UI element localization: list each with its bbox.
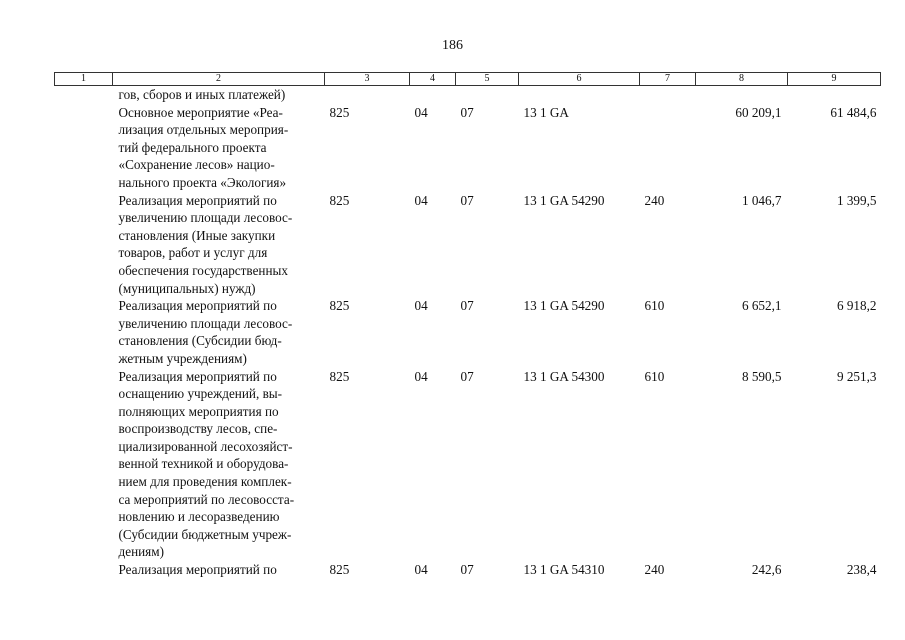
section-code-cell: 04 [414,562,428,578]
column-header-4: 4 [410,73,456,86]
row-index-cell [55,192,113,298]
table-row [55,561,881,579]
amount-year2-cell: 9 251,3 [836,368,877,384]
section-code-cell [410,86,456,104]
amount-year2-cell: 1 399,5 [836,192,877,208]
expense-type-cell: 610 [644,298,665,314]
column-header-3: 3 [325,73,410,86]
ministry-code-cell [325,86,410,104]
column-header-6: 6 [519,73,640,86]
ministry-code-cell: 825 [329,562,350,578]
expense-type-cell [640,86,696,104]
table-row [55,368,881,562]
column-header-2: 2 [113,73,325,86]
amount-year1-cell: 8 590,5 [741,368,782,384]
expense-type-cell: 610 [644,368,665,384]
row-index-cell [55,297,113,367]
target-article-cell: 13 1 GA 54290 [523,192,605,208]
expense-name-cell: Реализация мероприятий по увеличению площади лесовос- становления (Субсидии бюд- жетным учреждениям) [118,298,293,366]
amount-year2-cell [788,86,881,104]
table-row [55,104,881,192]
amount-year2-cell: 6 918,2 [836,298,877,314]
expense-name-cell: гов, сборов и иных платежей) [118,87,286,102]
subsection-code-cell [456,86,519,104]
row-index-cell [55,561,113,579]
column-header-1: 1 [55,73,113,86]
ministry-code-cell: 825 [329,368,350,384]
expense-type-cell [640,104,696,192]
budget-table [54,72,881,579]
column-header-9: 9 [788,73,881,86]
amount-year1-cell: 1 046,7 [741,192,782,208]
expense-type-cell: 240 [644,562,665,578]
ministry-code-cell: 825 [329,298,350,314]
subsection-code-cell: 07 [460,368,474,384]
subsection-code-cell: 07 [460,192,474,208]
section-code-cell: 04 [414,192,428,208]
target-article-cell: 13 1 GA 54310 [523,562,605,578]
expense-name-cell: Реализация мероприятий по оснащению учреждений, вы- полняющих мероприятия по воспроизводству лесов, спе- циализированной лесохозяйст- венной техникой и оборудова- нием для проведения комплек- са мероприятий по лесовосста- новлению и лесоразведению (Субсидии бюджетным учреж- дениям) [118,368,295,560]
expense-name-cell: Основное мероприятие «Реа- лизация отдельных мероприя- тий федерального проекта «Сохранение лесов» нацио- нального проекта «Экология» [118,104,289,190]
subsection-code-cell: 07 [460,104,474,120]
amount-year1-cell: 60 209,1 [735,104,782,120]
target-article-cell: 13 1 GA 54300 [523,368,605,384]
column-header-8: 8 [696,73,788,86]
row-index-cell [55,368,113,562]
target-article-cell [519,86,640,104]
page-number: 186 [442,38,463,53]
row-index-cell [55,86,113,104]
amount-year2-cell: 238,4 [846,562,877,578]
amount-year1-cell: 242,6 [751,562,782,578]
target-article-cell: 13 1 GA 54290 [523,298,605,314]
expense-name-cell: Реализация мероприятий по [118,562,277,578]
table-row [55,192,881,298]
amount-year1-cell [696,86,788,104]
table-row [55,297,881,367]
section-code-cell: 04 [414,298,428,314]
section-code-cell: 04 [414,104,428,120]
expense-type-cell: 240 [644,192,665,208]
target-article-cell: 13 1 GA [523,104,569,120]
subsection-code-cell: 07 [460,562,474,578]
column-header-7: 7 [640,73,696,86]
table-body [55,86,881,579]
amount-year1-cell: 6 652,1 [741,298,782,314]
expense-name-cell: Реализация мероприятий по увеличению площади лесовос- становления (Иные закупки товаров, работ и услуг для обеспечения государственных (муниципальных) нужд) [118,192,293,296]
ministry-code-cell: 825 [329,104,350,120]
section-code-cell: 04 [414,368,428,384]
column-header-5: 5 [456,73,519,86]
row-index-cell [55,104,113,192]
amount-year2-cell: 61 484,6 [830,104,877,120]
table-row [55,86,881,104]
subsection-code-cell: 07 [460,298,474,314]
column-number-header-row [55,73,881,86]
ministry-code-cell: 825 [329,192,350,208]
